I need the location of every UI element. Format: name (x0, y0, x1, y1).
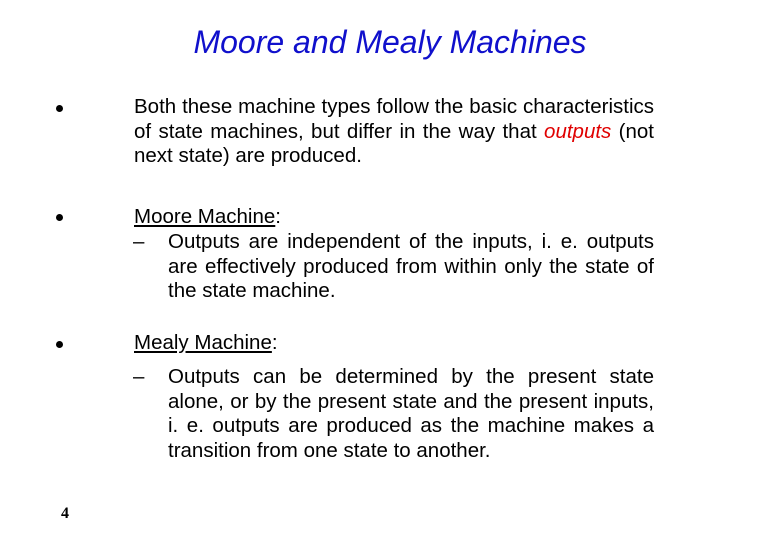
sub-bullet-dash: – (133, 230, 145, 253)
bullet-dot (56, 214, 63, 221)
bullet-item (134, 95, 654, 169)
page-number: 4 (61, 505, 69, 522)
bullet-text: (not next state) are produced. (134, 119, 654, 168)
bullet-text: Both these machine types follow the basic characteristics of state machines, but differ in the way that (134, 95, 654, 143)
bullet-item (134, 331, 654, 356)
bullet-dot (56, 341, 63, 348)
bullet-dot (56, 105, 63, 112)
bullet-item (134, 205, 654, 230)
slide-title: Moore and Mealy Machines (193, 24, 587, 60)
term-suffix: : (275, 205, 281, 228)
term-suffix: : (271, 331, 278, 354)
sub-bullet-item: Outputs are independent of the inputs, i. e. outputs are effectively produced from within only the state of the state machine. (168, 230, 654, 303)
sub-bullet-item: Outputs can be determined by the present state alone, or by the present state and the present inputs, i. e. outputs are produced as the machine makes a transition from one state to another. (168, 365, 654, 462)
term-mealy: Mealy Machine (134, 331, 272, 354)
sub-bullet-dash: – (133, 365, 145, 388)
emphasis-text: outputs (544, 119, 612, 143)
term-moore: Moore Machine (134, 205, 276, 228)
